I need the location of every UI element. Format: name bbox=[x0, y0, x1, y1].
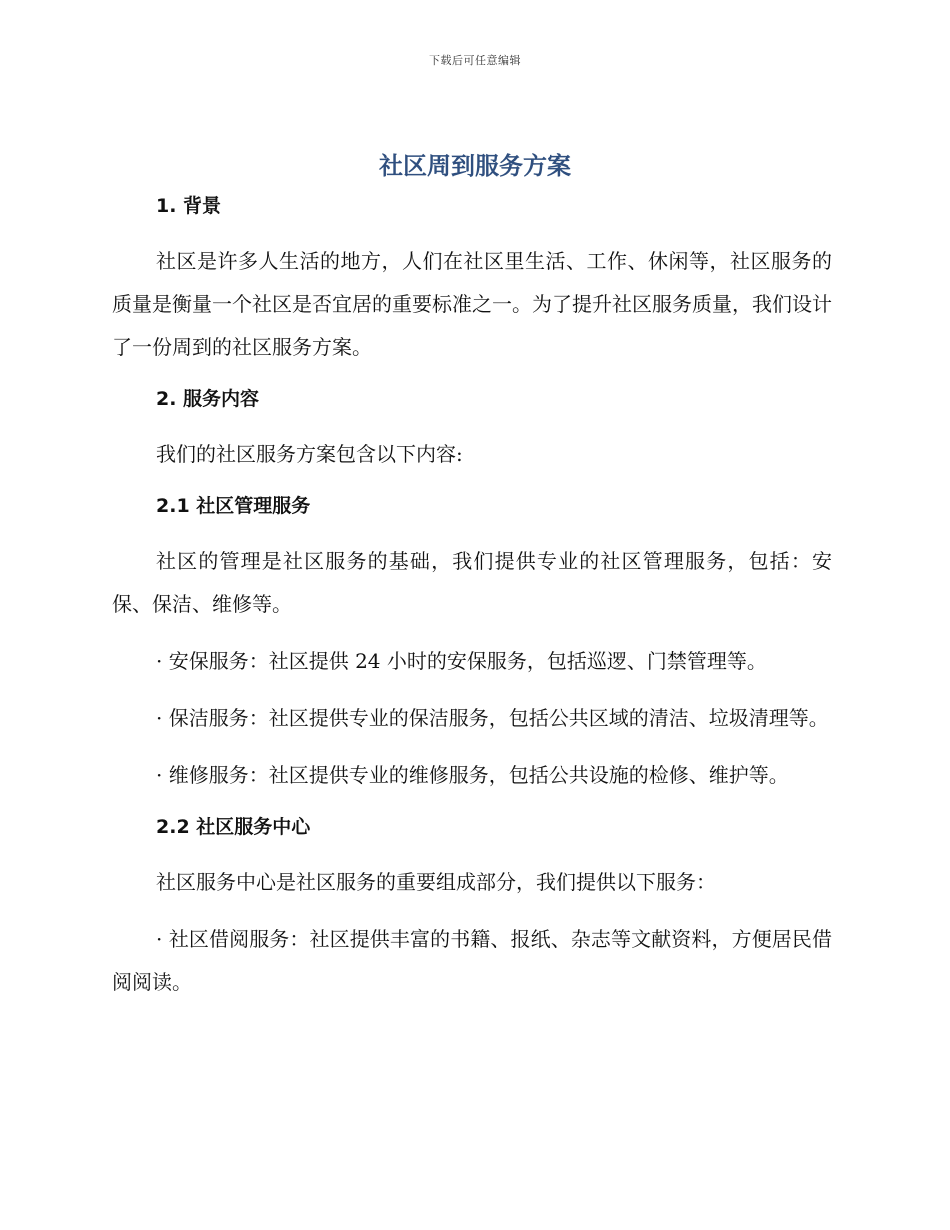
bullet-security-service: · 安保服务：社区提供 24 小时的安保服务，包括巡逻、门禁管理等。 bbox=[156, 649, 767, 673]
bullet-lending-service: · 社区借阅服务：社区提供丰富的书籍、报纸、杂志等文献资料，方便居民借阅阅读。 bbox=[112, 927, 832, 994]
section-heading-service-content: 2. 服务内容 bbox=[156, 388, 260, 410]
paragraph-management-intro: 社区的管理是社区服务的基础，我们提供专业的社区管理服务，包括：安保、保洁、维修等。 bbox=[112, 549, 832, 616]
subsection-heading-service-center: 2.2 社区服务中心 bbox=[156, 816, 311, 838]
bullet-repair-service: · 维修服务：社区提供专业的维修服务，包括公共设施的检修、维护等。 bbox=[156, 763, 789, 787]
bullet-cleaning-service: · 保洁服务：社区提供专业的保洁服务，包括公共区域的清洁、垃圾清理等。 bbox=[156, 706, 829, 730]
subsection-heading-management: 2.1 社区管理服务 bbox=[156, 495, 311, 517]
document-title: 社区周到服务方案 bbox=[379, 152, 571, 180]
document-body bbox=[112, 190, 832, 1018]
page-header-note: 下载后可任意编辑 bbox=[429, 54, 521, 67]
paragraph-service-center-intro: 社区服务中心是社区服务的重要组成部分，我们提供以下服务： bbox=[156, 870, 716, 894]
section-heading-background: 1. 背景 bbox=[156, 195, 222, 217]
paragraph-service-intro: 我们的社区服务方案包含以下内容: bbox=[156, 442, 463, 466]
paragraph-background: 社区是许多人生活的地方，人们在社区里生活、工作、休闲等，社区服务的质量是衡量一个社区是否宜居的重要标准之一。为了提升社区服务质量，我们设计了一份周到的社区服务方案。 bbox=[112, 249, 832, 359]
